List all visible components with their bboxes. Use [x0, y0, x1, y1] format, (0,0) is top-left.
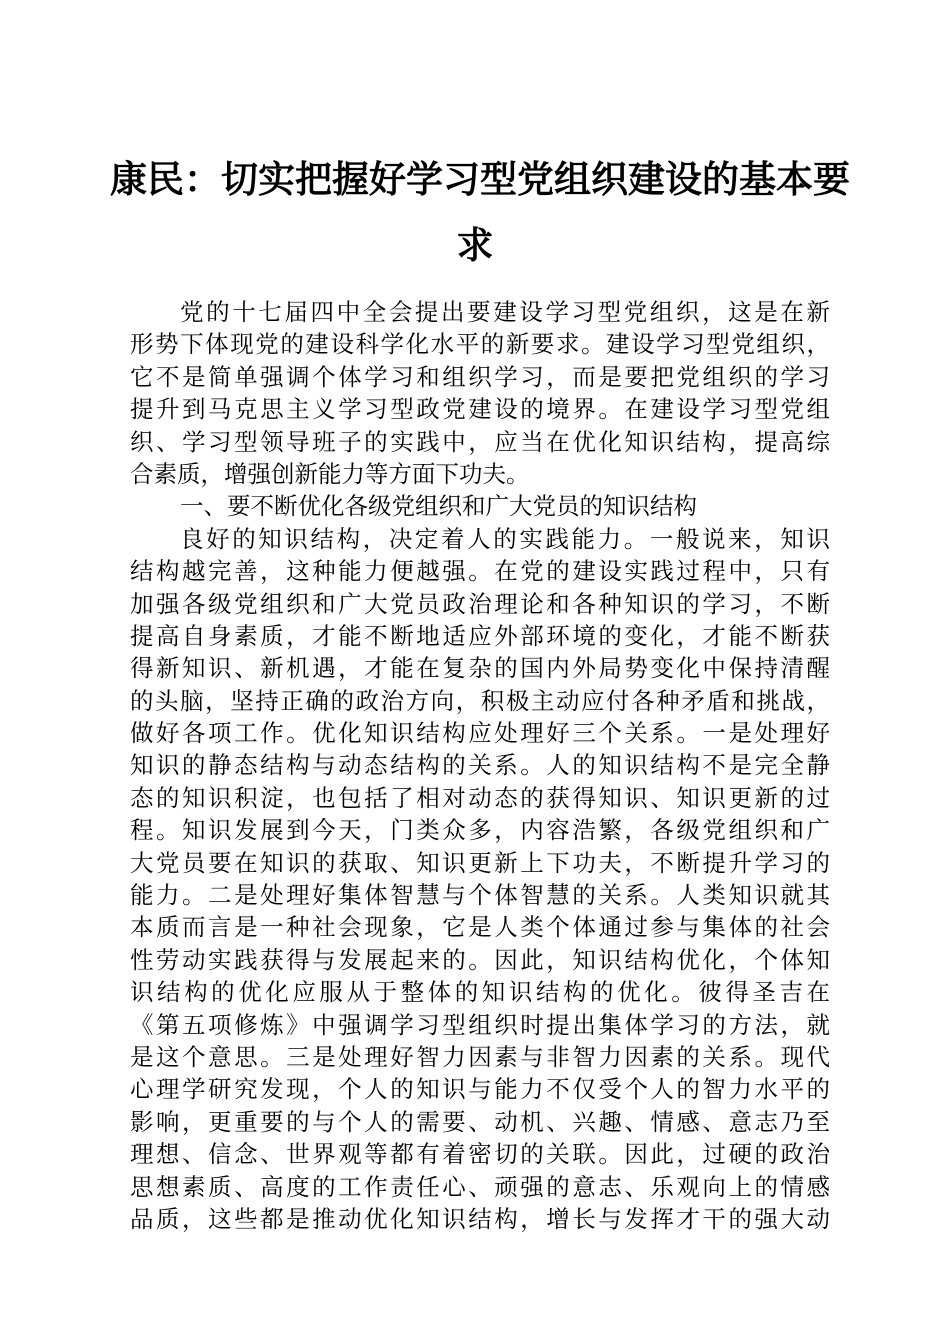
document-body — [130, 296, 830, 1235]
paragraph-2-line: 能力。二是处理好集体智慧与个体智慧的关系。人类知识就其 — [130, 881, 830, 910]
paragraph-2-line: 心理学研究发现，个人的知识与能力不仅受个人的智力水平的 — [130, 1075, 830, 1104]
paragraph-2-line: 加强各级党组织和广大党员政治理论和各种知识的学习，不断 — [130, 589, 830, 618]
paragraph-2-line: 程。知识发展到今天，门类众多，内容浩繁，各级党组织和广 — [130, 816, 830, 845]
paragraph-1-line: 党的十七届四中全会提出要建设学习型党组织，这是在新 — [180, 298, 830, 326]
section-heading: 一、要不断优化各级党组织和广大党员的知识结构 — [180, 492, 697, 521]
paragraph-2-line: 识结构的优化应服从于整体的知识结构的优化。彼得圣吉在 — [130, 978, 830, 1007]
paragraph-1-line: 形势下体现党的建设科学化水平的新要求。建设学习型党组织， — [130, 330, 830, 359]
document-title-line-2: 求 — [456, 224, 494, 267]
paragraph-2-line: 品质，这些都是推动优化知识结构，增长与发挥才干的强大动 — [130, 1204, 830, 1233]
paragraph-2-line: 的头脑，坚持正确的政治方向，积极主动应付各种矛盾和挑战， — [130, 686, 830, 715]
paragraph-2-line: 《第五项修炼》中强调学习型组织时提出集体学习的方法，就 — [130, 1010, 830, 1039]
paragraph-1-line: 它不是简单强调个体学习和组织学习，而是要把党组织的学习 — [130, 362, 830, 391]
paragraph-1-line: 织、学习型领导班子的实践中，应当在优化知识结构，提高综 — [130, 427, 830, 456]
paragraph-2-line: 做好各项工作。优化知识结构应处理好三个关系。一是处理好 — [130, 719, 830, 748]
paragraph-2-line: 理想、信念、世界观等都有着密切的关联。因此，过硬的政治 — [130, 1140, 830, 1169]
paragraph-1-line: 提升到马克思主义学习型政党建设的境界。在建设学习型党组 — [130, 395, 830, 424]
paragraph-2-line: 是这个意思。三是处理好智力因素与非智力因素的关系。现代 — [130, 1042, 830, 1071]
paragraph-2-line: 性劳动实践获得与发展起来的。因此，知识结构优化，个体知 — [130, 945, 830, 974]
paragraph-2-line: 提高自身素质，才能不断地适应外部环境的变化，才能不断获 — [130, 621, 830, 650]
paragraph-2-line: 影响，更重要的与个人的需要、动机、兴趣、情感、意志乃至 — [130, 1107, 830, 1136]
paragraph-2-line: 知识的静态结构与动态结构的关系。人的知识结构不是完全静 — [130, 751, 830, 780]
paragraph-1-line: 合素质，增强创新能力等方面下功夫。 — [130, 459, 530, 488]
paragraph-2-line: 结构越完善，这种能力便越强。在党的建设实践过程中，只有 — [130, 557, 830, 586]
paragraph-2-line: 良好的知识结构，决定着人的实践能力。一般说来，知识 — [180, 524, 830, 553]
paragraph-2-line: 本质而言是一种社会现象，它是人类个体通过参与集体的社会 — [130, 913, 830, 942]
paragraph-2-line: 思想素质、高度的工作责任心、顽强的意志、乐观向上的情感 — [130, 1172, 830, 1201]
paragraph-2-line: 大党员要在知识的获取、知识更新上下功夫，不断提升学习的 — [130, 848, 830, 877]
paragraph-2-line: 得新知识、新机遇，才能在复杂的国内外局势变化中保持清醒 — [130, 654, 830, 683]
document-title-line-1: 康民：切实把握好学习型党组织建设的基本要 — [110, 158, 850, 201]
paragraph-2-line: 态的知识积淀，也包括了相对动态的获得知识、知识更新的过 — [130, 783, 830, 812]
